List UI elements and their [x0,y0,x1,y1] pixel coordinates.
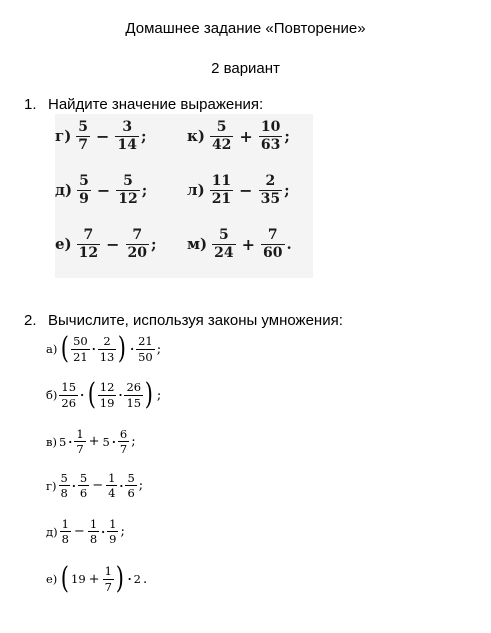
task1-printed-exercises [55,114,313,278]
task1-text: Найдите значение выражения: [48,96,264,113]
expr-e: е) $\frac{7}{12}$ − $\frac{7}{20}$ ; [55,227,157,261]
expr-2d: г) $\frac{5}{8}$ · $\frac{5}{6}$ − $\frac{1}{4}$ · $\frac{5}{6}$ ; [46,471,144,501]
task2-text: Вычислите, используя законы умножения: [48,312,343,329]
task2-heading [24,312,343,329]
expr-2e: д) $\frac{1}{8}$ − $\frac{1}{8}$ · $\frac{1}{9}$ ; [46,517,125,547]
page-title: Домашнее задание «Повторение» [125,20,366,37]
variant-label: 2 вариант [211,60,280,77]
expr-2a: а) ( $\frac{50}{21}$ · $\frac{2}{13}$ ) · $\frac{21}{50}$ ; [46,331,162,366]
expr-m: м) $\frac{5}{24}$ + $\frac{7}{60}$ . [187,227,292,261]
expr-l: л) $\frac{11}{21}$ − $\frac{2}{35}$ ; [187,173,290,207]
expr-g: г) $\frac{5}{7}$ − $\frac{3}{14}$ ; [55,119,147,153]
task2-number: 2. [24,312,37,329]
expr-2f: е) ( 19 + $\frac{1}{7}$ ) · 2 . [46,561,148,596]
expr-k: к) $\frac{5}{42}$ + $\frac{10}{63}$ ; [187,119,290,153]
expr-2b: б) $\frac{15}{26}$ · ( $\frac{12}{19}$ · $\frac{26}{15}$ ) ; [46,377,162,412]
task1-heading [24,96,263,113]
expr-2c: в) 5 · $\frac{1}{7}$ + 5 · $\frac{6}{7}$ ; [46,427,136,457]
expr-d: д) $\frac{5}{9}$ − $\frac{5}{12}$ ; [55,173,148,207]
task1-number: 1. [24,96,37,113]
